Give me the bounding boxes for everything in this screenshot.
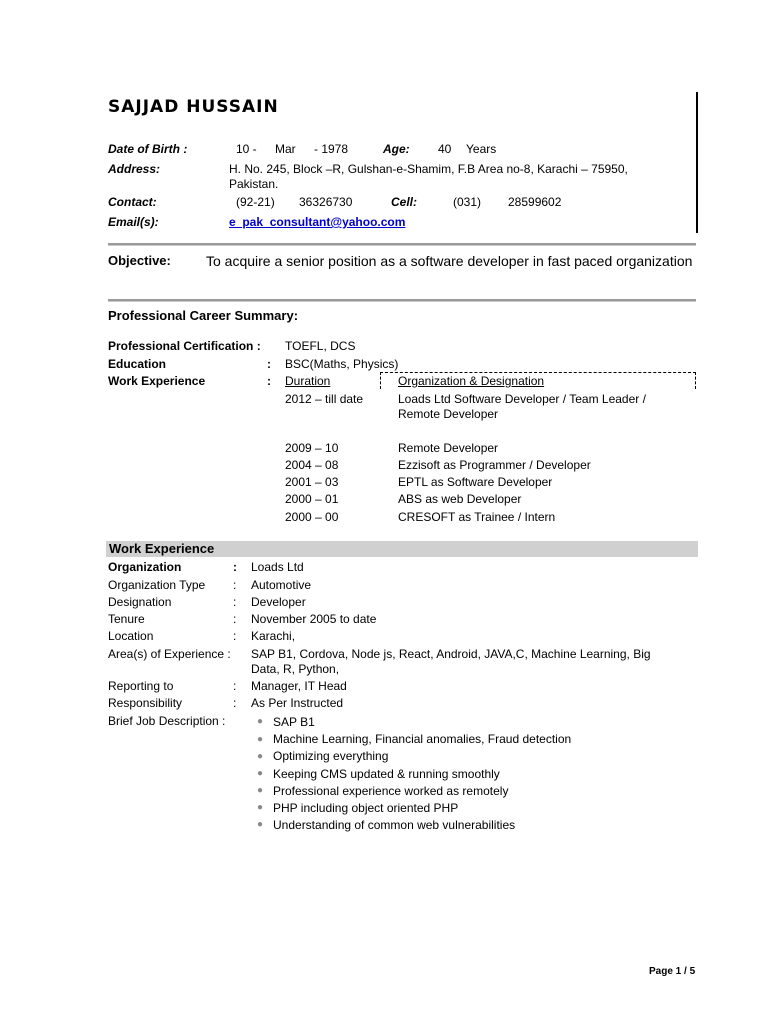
field-value: SAP B1, Cordova, Node js, React, Android, JAVA,C, Machine Learning, Big xyxy=(251,647,651,661)
email-link[interactable]: e_pak_consultant@yahoo.com xyxy=(229,215,406,229)
email-label: Email(s): xyxy=(108,215,159,229)
field-label: Organization xyxy=(108,560,182,574)
page-number: Page 1 / 5 xyxy=(649,966,696,977)
field-value: Automotive xyxy=(251,578,312,592)
field-value: November 2005 to date xyxy=(251,612,377,626)
summary-organization: EPTL as Software Developer xyxy=(398,475,553,489)
field-label: Tenure xyxy=(108,612,145,626)
field-colon: : xyxy=(233,612,237,626)
summary-duration: 2000 – 00 xyxy=(285,510,339,524)
work-experience-heading-band xyxy=(106,541,698,557)
job-description-item: Professional experience worked as remotely xyxy=(273,784,509,798)
address-line-1: H. No. 245, Block –R, Gulshan-e-Shamim, F.B Area no-8, Karachi – 75950, xyxy=(229,162,628,176)
summary-organization: Remote Developer xyxy=(398,441,499,455)
organization-header: Organization & Designation xyxy=(398,374,545,388)
summary-organization: ABS as web Developer xyxy=(398,492,522,506)
summary-organization: Loads Ltd Software Developer / Team Leader / xyxy=(398,392,646,406)
divider xyxy=(108,299,696,302)
address-line-2: Pakistan. xyxy=(229,177,279,191)
job-description-item: Understanding of common web vulnerabilities xyxy=(273,818,516,832)
objective-label: Objective: xyxy=(108,253,171,268)
field-label: Organization Type xyxy=(108,578,206,592)
field-label: Responsibility xyxy=(108,696,183,710)
summary-duration: 2001 – 03 xyxy=(285,475,339,489)
field-colon: : xyxy=(233,679,237,693)
field-label: Area(s) of Experience : xyxy=(108,647,231,661)
objective-text: To acquire a senior position as a software developer in fast paced organization xyxy=(206,253,693,269)
bullet-icon: ● xyxy=(257,751,264,762)
field-value: As Per Instructed xyxy=(251,696,344,710)
job-description-item: PHP including object oriented PHP xyxy=(273,801,459,815)
bullet-icon: ● xyxy=(257,734,264,745)
field-label: Brief Job Description : xyxy=(108,714,226,728)
address-label: Address: xyxy=(108,162,161,176)
summary-organization: Ezzisoft as Programmer / Developer xyxy=(398,458,591,472)
cell-number: 28599602 xyxy=(508,195,562,209)
field-value: Loads Ltd xyxy=(251,560,304,574)
field-label: Reporting to xyxy=(108,679,174,693)
dob-day: 10 - xyxy=(236,142,257,156)
work-experience-label: Work Experience xyxy=(108,374,206,388)
field-value-cont: Data, R, Python, xyxy=(251,662,340,676)
field-colon: : xyxy=(233,595,237,609)
field-colon: : xyxy=(233,629,237,643)
summary-organization: CRESOFT as Trainee / Intern xyxy=(398,510,556,524)
field-colon: : xyxy=(233,560,237,574)
age-unit: Years xyxy=(466,142,497,156)
divider xyxy=(108,243,696,246)
job-description-item: Optimizing everything xyxy=(273,749,389,763)
certification-value: TOEFL, DCS xyxy=(285,339,356,353)
contact-label: Contact: xyxy=(108,195,157,209)
bullet-icon: ● xyxy=(257,785,264,796)
summary-organization-cont: Remote Developer xyxy=(398,407,499,421)
candidate-name: SAJJAD HUSSAIN xyxy=(108,97,279,117)
dob-label: Date of Birth : xyxy=(108,142,188,156)
field-value: Karachi, xyxy=(251,629,296,643)
education-label: Education xyxy=(108,357,167,371)
job-description-item: SAP B1 xyxy=(273,715,315,729)
summary-duration: 2009 – 10 xyxy=(285,441,339,455)
bullet-icon: ● xyxy=(257,802,264,813)
education-colon: : xyxy=(267,357,271,371)
bullet-icon: ● xyxy=(257,716,264,727)
summary-duration: 2000 – 01 xyxy=(285,492,339,506)
bullet-icon: ● xyxy=(257,819,264,830)
contact-code: (92-21) xyxy=(236,195,275,209)
field-colon: : xyxy=(233,578,237,592)
dob-month: Mar xyxy=(275,142,296,156)
field-label: Location xyxy=(108,629,154,643)
field-value: Manager, IT Head xyxy=(251,679,347,693)
bullet-icon: ● xyxy=(257,768,264,779)
summary-duration: 2004 – 08 xyxy=(285,458,339,472)
work-experience-colon: : xyxy=(267,374,271,388)
cell-label: Cell: xyxy=(391,195,418,209)
contact-number: 36326730 xyxy=(299,195,353,209)
job-description-item: Keeping CMS updated & running smoothly xyxy=(273,767,500,781)
field-colon: : xyxy=(233,696,237,710)
dob-year: - 1978 xyxy=(314,142,349,156)
job-description-item: Machine Learning, Financial anomalies, Fraud detection xyxy=(273,732,572,746)
age-label: Age: xyxy=(383,142,410,156)
cell-code: (031) xyxy=(453,195,482,209)
header-vertical-rule xyxy=(696,92,698,233)
education-value: BSC(Maths, Physics) xyxy=(285,357,399,371)
summary-title: Professional Career Summary: xyxy=(108,308,299,323)
work-experience-title: Work Experience xyxy=(109,541,215,556)
field-value: Developer xyxy=(251,595,306,609)
duration-header: Duration xyxy=(285,374,331,388)
age-value: 40 xyxy=(438,142,452,156)
summary-duration: 2012 – till date xyxy=(285,392,364,406)
certification-label: Professional Certification : xyxy=(108,339,261,353)
field-label: Designation xyxy=(108,595,172,609)
